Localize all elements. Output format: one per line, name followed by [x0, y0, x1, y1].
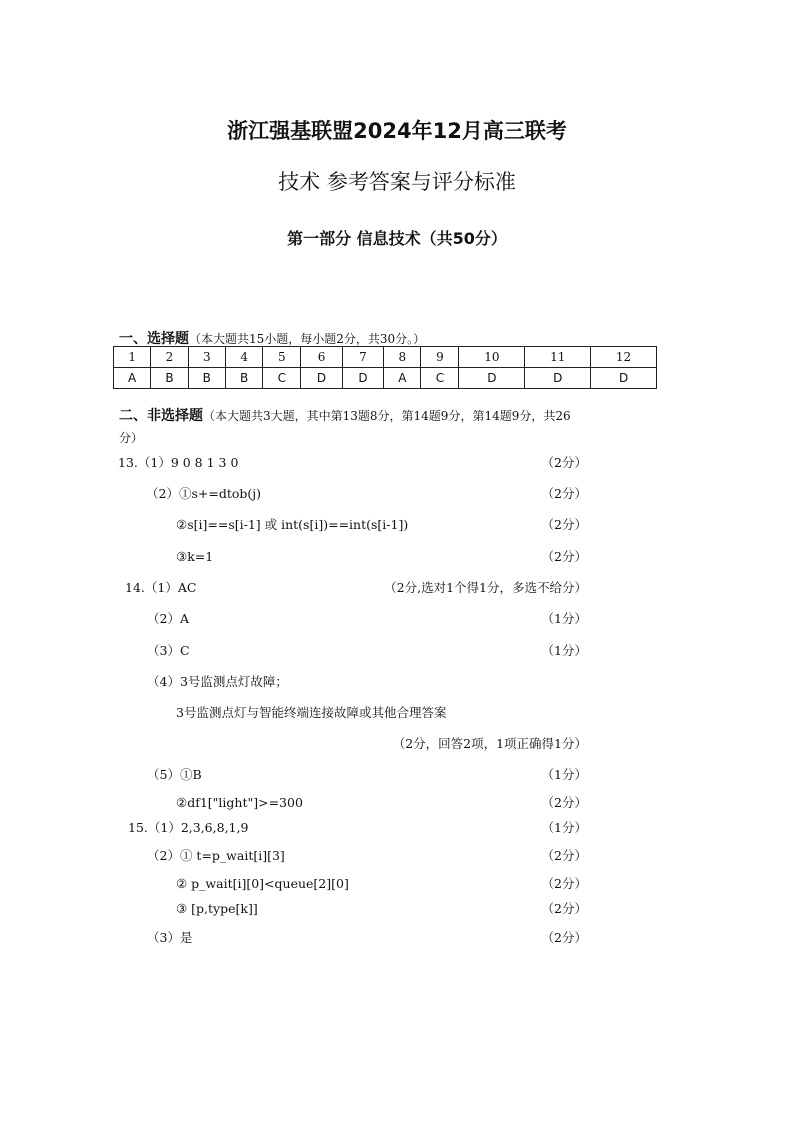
section2-note-cont: 分）	[119, 431, 144, 445]
score-note: （2分）	[541, 876, 587, 891]
answer-item	[0, 609, 794, 629]
answer-item	[0, 846, 794, 866]
answer-cell: D	[342, 368, 383, 389]
answer-cell: B	[151, 368, 188, 389]
answer-item	[0, 578, 794, 598]
answer-item	[0, 818, 794, 838]
score-note: （2分）	[541, 848, 587, 863]
section2-note: （本大题共3大题，其中第13题8分，第14题9分，第14题9分，共26	[203, 409, 571, 423]
question-number: 1	[114, 347, 151, 368]
answer-text: （3）C	[147, 643, 190, 658]
answer-text: 13.（1）9 0 8 1 3 0	[118, 455, 239, 470]
document-subtitle: 技术 参考答案与评分标准	[278, 170, 516, 194]
part-heading: 第一部分 信息技术（共50分）	[287, 229, 507, 248]
question-number: 7	[342, 347, 383, 368]
question-number: 4	[225, 347, 262, 368]
score-note: （1分）	[541, 611, 587, 626]
answer-text: ② p_wait[i][0]<queue[2][0]	[176, 876, 349, 891]
section1-heading	[119, 328, 425, 348]
answer-item	[0, 641, 794, 661]
section2-heading	[119, 405, 571, 425]
answer-text: （2）① t=p_wait[i][3]	[147, 848, 285, 863]
answer-item	[0, 765, 794, 785]
document-title: 浙江强基联盟2024年12月高三联考	[227, 119, 567, 143]
question-number: 9	[421, 347, 459, 368]
answer-text: （3）是	[147, 930, 193, 945]
score-note: （2分）	[541, 549, 587, 564]
answer-cell: D	[591, 368, 657, 389]
answer-cell: A	[114, 368, 151, 389]
answer-cell: D	[459, 368, 525, 389]
question-number: 10	[459, 347, 525, 368]
section1-note: （本大题共15小题，每小题2分，共30分。）	[189, 332, 426, 346]
answer-cell: D	[525, 368, 591, 389]
score-note: （2分）	[541, 901, 587, 916]
score-note: （2分）	[541, 930, 587, 945]
question-number: 2	[151, 347, 188, 368]
question-number: 12	[591, 347, 657, 368]
answer-item	[0, 734, 794, 754]
answer-row	[114, 368, 657, 389]
answer-table	[113, 346, 657, 389]
answer-text: （4）3号监测点灯故障；	[147, 674, 288, 689]
score-note: （1分）	[541, 643, 587, 658]
answer-text: （2）A	[147, 611, 189, 626]
answer-item	[0, 899, 794, 919]
answer-text: ③ [p,type[k]]	[176, 901, 258, 916]
score-note: （2分）	[541, 455, 587, 470]
question-number: 5	[263, 347, 301, 368]
score-note: （2分）	[541, 517, 587, 532]
question-number: 6	[301, 347, 342, 368]
answer-text: （2）①s+=dtob(j)	[146, 486, 261, 501]
score-note: （2分，回答2项，1项正确得1分）	[392, 736, 587, 751]
answer-item	[0, 484, 794, 504]
answer-text: （5）①B	[147, 767, 202, 782]
score-note: （2分,选对1个得1分，多选不给分）	[384, 580, 587, 595]
answer-item	[0, 874, 794, 894]
score-note: （2分）	[541, 795, 587, 810]
section2-title: 二、非选择题	[119, 408, 203, 424]
score-note: （1分）	[541, 820, 587, 835]
answer-item	[0, 672, 794, 692]
answer-cell: B	[225, 368, 262, 389]
answer-text: ②df1["light"]>=300	[176, 795, 303, 810]
answer-item	[0, 547, 794, 567]
answer-cell: A	[384, 368, 421, 389]
score-note: （1分）	[541, 767, 587, 782]
question-number: 11	[525, 347, 591, 368]
question-number: 3	[188, 347, 225, 368]
section1-title: 一、选择题	[119, 331, 189, 347]
answer-cell: C	[263, 368, 301, 389]
question-number-row	[114, 347, 657, 368]
answer-cell: C	[421, 368, 459, 389]
answer-cell: D	[301, 368, 342, 389]
answer-item	[0, 453, 794, 473]
answer-item	[0, 703, 794, 723]
answer-text: ②s[i]==s[i-1] 或 int(s[i])==int(s[i-1])	[176, 517, 409, 532]
answer-text: 15.（1）2,3,6,8,1,9	[128, 820, 249, 835]
answer-text: 3号监测点灯与智能终端连接故障或其他合理答案	[176, 705, 447, 720]
question-number: 8	[384, 347, 421, 368]
answer-item	[0, 793, 794, 813]
answer-item	[0, 515, 794, 535]
answer-item	[0, 928, 794, 948]
answer-cell: B	[188, 368, 225, 389]
answer-text: 14.（1）AC	[125, 580, 197, 595]
score-note: （2分）	[541, 486, 587, 501]
answer-text: ③k=1	[176, 549, 214, 564]
